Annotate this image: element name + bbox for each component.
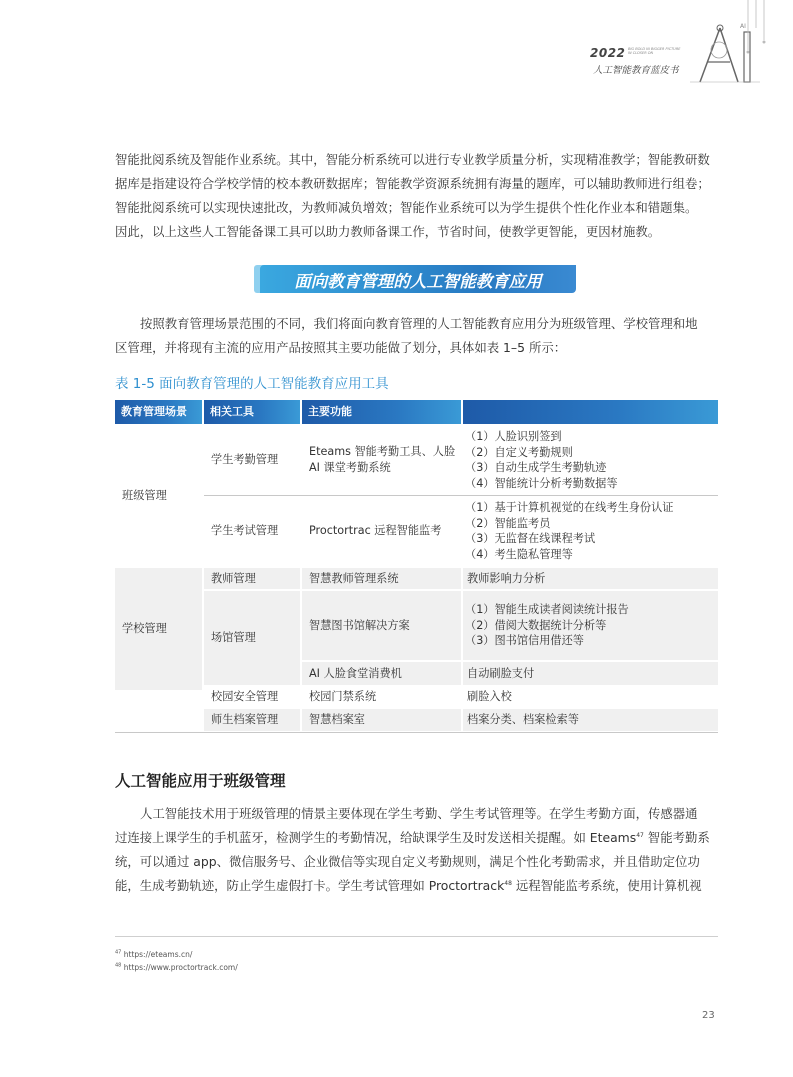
table-header-cell: [463, 400, 718, 424]
text-line: [115, 874, 715, 898]
function-line: （1）智能生成读者阅读统计报告: [465, 603, 629, 616]
product-cell: 智慧教师管理系统: [302, 568, 461, 589]
text-line: 据库是指建设符合学校学情的校本教研数据库；智能教学资源系统拥有海量的题库，可以辅助教师进行组卷；: [115, 176, 710, 191]
product-cell: 校园门禁系统: [302, 687, 461, 707]
function-line: （2）借阅大数据统计分析等: [465, 618, 607, 632]
text-segment: 过连接上课学生的手机蓝牙，检测学生的考勤情况，给缺课学生及时发送相关提醒。如 Eteams: [115, 830, 637, 845]
function-line: （1）基于计算机视觉的在线考生身份认证: [465, 501, 674, 514]
product-cell: 智慧图书馆解决方案: [302, 591, 461, 660]
table-header-cell: 教育管理场景: [115, 400, 202, 424]
header-year: 2022: [590, 46, 626, 60]
section-paragraph: [115, 312, 715, 360]
function-cell: 教师影响力分析: [463, 568, 718, 589]
tool-cell: 场馆管理: [204, 591, 300, 685]
tool-cell: 师生档案管理: [204, 709, 300, 731]
table-caption: 表 1-5 面向教育管理的人工智能教育应用工具: [115, 376, 389, 392]
footnote-number: 47: [115, 949, 122, 956]
function-line: （4）智能统计分析考勤数据等: [465, 476, 618, 490]
page-header: [0, 0, 793, 90]
table-header-row: [115, 400, 718, 424]
product-cell: [302, 426, 461, 494]
function-cell: [463, 496, 718, 566]
function-line: （3）图书馆信用借还等: [465, 634, 584, 647]
footnote-link[interactable]: https://www.proctortrack.com/: [121, 963, 238, 972]
intro-paragraph: [115, 148, 715, 244]
footnote-link[interactable]: https://eteams.cn/: [121, 950, 193, 959]
header-title: 人工智能教育蓝皮书: [593, 65, 679, 76]
footnote-number: 48: [115, 962, 122, 969]
text-segment: 能，生成考勤轨迹，防止学生虚假打卡。学生考试管理如 Proctortrack: [115, 878, 505, 893]
footnote-ref-48[interactable]: 48: [504, 879, 512, 887]
function-line: （2）自定义考勤规则: [465, 445, 573, 459]
logo-lettering: AI: [740, 23, 746, 30]
tool-cell: 校园安全管理: [204, 687, 300, 707]
tool-cell: 学生考试管理: [204, 496, 300, 566]
text-line: 智能批阅系统及智能作业系统。其中，智能分析系统可以进行专业教学质量分析，实现精准教学；智能教研数: [115, 152, 710, 167]
section-banner: [260, 265, 576, 293]
footnote-ref-47[interactable]: 47: [636, 831, 644, 839]
function-cell: [463, 426, 718, 494]
tool-cell: 教师管理: [204, 568, 300, 589]
footnote-divider: [115, 936, 718, 937]
header-subtitle: BIG BOLD IN BIGGER PICTURE IN CLOSER ON: [628, 47, 681, 55]
header-decoration-icon: [742, 0, 772, 60]
table-header-cell: 相关工具: [204, 400, 300, 424]
subsection-heading: 人工智能应用于班级管理: [115, 772, 286, 790]
page-number: 23: [702, 1010, 715, 1021]
text-line: 人工智能技术用于班级管理的情景主要体现在学生考勤、学生考试管理等。在学生考勤方面，传感器通: [140, 806, 698, 821]
product-line: AI 课堂考勤系统: [309, 460, 391, 474]
text-line: 统，可以通过 app、微信服务号、企业微信等实现自定义考勤规则，满足个性化考勤需求，并且借助定位功: [115, 854, 700, 869]
product-line: Eteams 智能考勤工具、人脸: [309, 445, 456, 458]
footnote-48: [115, 963, 238, 972]
function-line: （4）考生隐私管理等: [465, 547, 573, 561]
function-line: （3）自动生成学生考勤轨迹: [465, 461, 607, 474]
tool-cell: 学生考勤管理: [204, 426, 300, 494]
product-cell: Proctortrac 远程智能监考: [302, 496, 461, 566]
group-cell-class: 班级管理: [115, 426, 202, 566]
table-header-cell: 主要功能: [302, 400, 461, 424]
function-cell: 自动刷脸支付: [463, 662, 718, 685]
table-bottom-rule: [115, 732, 718, 733]
function-cell: 刷脸入校: [463, 687, 718, 707]
function-line: （1）人脸识别签到: [465, 430, 562, 443]
text-line: 区管理，并将现有主流的应用产品按照其主要功能做了划分，具体如表 1–5 所示：: [115, 340, 567, 355]
text-line: 智能批阅系统可以实现快速批改，为教师减负增效；智能作业系统可以为学生提供个性化作业本和错题集。: [115, 200, 698, 215]
text-line: [115, 826, 715, 850]
text-line: 因此，以上这些人工智能备课工具可以助力教师备课工作，节省时间，使教学更智能，更因材施教。: [115, 224, 661, 239]
class-management-paragraph: [115, 802, 715, 898]
function-cell: 档案分类、档案检索等: [463, 709, 718, 731]
section-title: 面向教育管理的人工智能教育应用: [294, 272, 542, 291]
text-segment: 远程智能监考系统，使用计算机视: [511, 878, 702, 893]
function-line: （2）智能监考员: [465, 516, 551, 530]
group-cell-school: 学校管理: [115, 568, 202, 690]
function-line: （3）无监督在线课程考试: [465, 532, 596, 545]
footnote-47: [115, 950, 192, 959]
text-segment: 智能考勤系: [643, 830, 710, 845]
text-line: 按照教育管理场景范围的不同，我们将面向教育管理的人工智能教育应用分为班级管理、学校管理和地: [140, 316, 698, 331]
product-cell: AI 人脸食堂消费机: [302, 662, 461, 685]
function-cell: [463, 591, 718, 660]
product-cell: 智慧档案室: [302, 709, 461, 731]
